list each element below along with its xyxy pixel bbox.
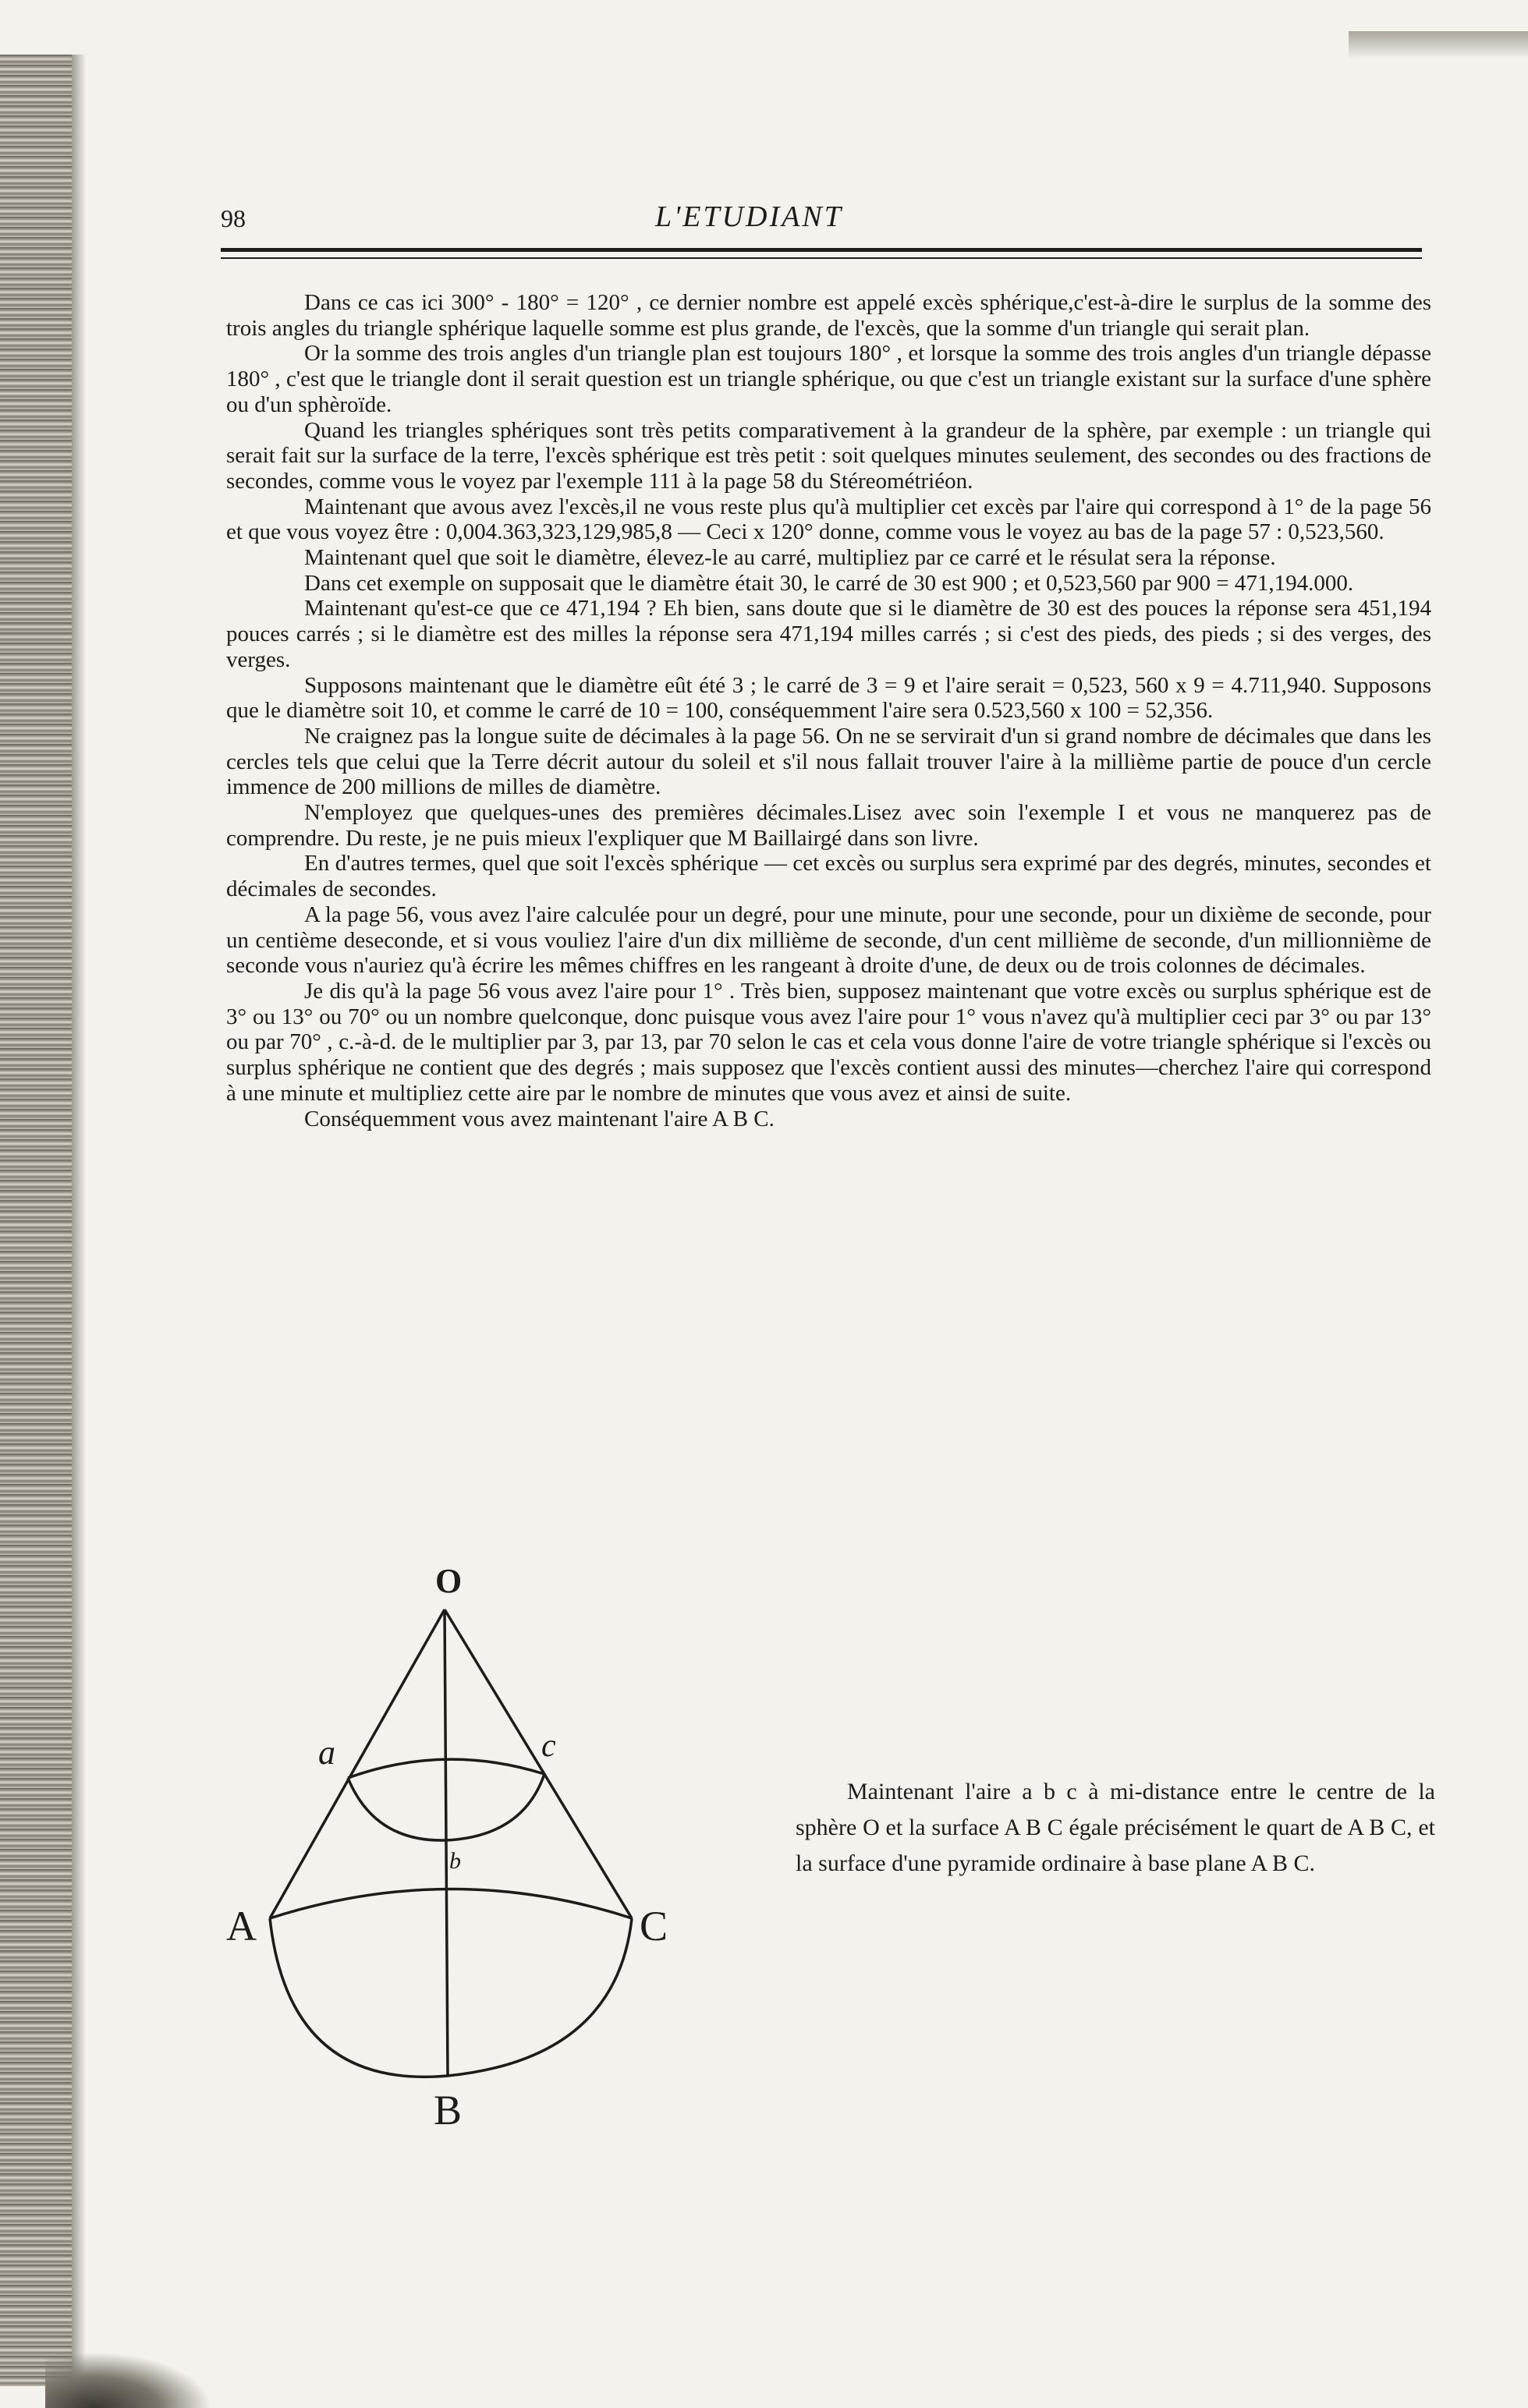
paragraph: Maintenant quel que soit le diamètre, élevez-le au carré, multipliez par ce carré et le résulat sera la réponse. — [304, 545, 1276, 571]
paragraph: Quand les triangles sphériques sont très petits comparativement à la grandeur de la sphère, par exemple : un triangle qui serait fait sur la surface de la terre, l'excès sphérique est très petit : soit quelques minutes seulement, des secondes ou des fractions de secondes, comme vous le voyez par l'exemple 111 à la page 58 du Stéreométriéon. — [226, 417, 1431, 494]
figure-label-A: A — [226, 1903, 257, 1949]
edge-O-C — [445, 1609, 632, 1918]
arc-A-B-C — [270, 1918, 632, 2077]
paragraph: Supposons maintenant que le diamètre eût été 3 ; le carré de 3 = 9 et l'aire serait = 0,523, 560 x 9 = 4.711,940. Supposons que le diamètre soit 10, et comme le carré de 10 = 100, conséquemment l'aire sera 0.523,560 x 100 = 52,356. — [226, 672, 1431, 724]
figure-caption — [796, 1774, 1435, 1882]
paragraph: Conséquemment vous avez maintenant l'aire A B C. — [304, 1106, 775, 1131]
paragraph: Je dis qu'à la page 56 vous avez l'aire pour 1° . Très bien, supposez maintenant que votre excès ou surplus sphérique est de 3° ou 13° ou 70° ou un nombre quelconque, donc puisque vous avez l'aire pour 1° vous n'avez qu'à multiplier ceci par 3° ou par 13° ou par 70° , c.-à-d. de le multiplier par 3, par 13, par 70 selon le cas et cela vous donne l'aire de votre triangle sphérique si l'excès ou surplus sphérique ne contient que des degrés ; mais supposez que l'excès contient aussi des minutes—cherchez l'aire qui correspond à une minute et multipliez cette aire par le nombre de minutes que vous avez et ainsi de suite. — [226, 978, 1431, 1106]
edge-O-A — [270, 1609, 445, 1918]
running-title: L'ETUDIANT — [655, 200, 843, 233]
paragraph: A la page 56, vous avez l'aire calculée pour un degré, pour une minute, pour une seconde, pour un dixième de seconde, pour un centième deseconde, et si vous vouliez l'aire d'un dix millième de seconde, d'un cent millième de seconde, d'un millionnième de seconde vous n'auriez qu'à écrire les mêmes chiffres en les rangeant à droite d'une, de deux ou de trois colonnes de décimales. — [226, 901, 1431, 979]
paragraph: N'employez que quelques-unes des premières décimales.Lisez avec soin l'exemple I et vous ne manquerez pas de comprendre. Du reste, je ne puis mieux l'expliquer que M Baillairgé dans son livre. — [226, 800, 1431, 851]
paragraph: Or la somme des trois angles d'un triangle plan est toujours 180° , et lorsque la somme des trois angles d'un triangle dépasse 180° , c'est que le triangle dont il serait question est un triangle sphérique, ou que c'est un triangle existant sur la surface d'une sphère ou d'un sphèroïde. — [226, 341, 1431, 417]
figure-label-c: c — [541, 1728, 556, 1764]
paragraph: Dans cet exemple on supposait que le diamètre était 30, le carré de 30 est 900 ; et 0,523,560 par 900 = 471,194.000. — [304, 570, 1354, 596]
edge-O-B — [445, 1609, 448, 2076]
body-text — [226, 290, 1431, 1131]
figure-label-C: C — [640, 1903, 668, 1949]
figure-drawing — [218, 1552, 718, 2129]
paragraph: Ne craignez pas la longue suite de décimales à la page 56. On ne se servirait d'un si grand nombre de décimales que dans les cercles tels que celui que la Terre décrit autour du soleil et s'il nous fallait trouver l'aire à la millième partie de pouce d'un cercle immence de 200 millions de milles de diamètre. — [226, 723, 1431, 800]
figure-label-B: B — [434, 2087, 463, 2129]
caption-text: Maintenant l'aire a b c à mi-distance entre le centre de la sphère O et la surface A B C égale précisément le quart de A B C, et la surface d'une pyramide ordinaire à base plane A B C. — [796, 1779, 1435, 1876]
paragraph: Maintenant qu'est-ce que ce 471,194 ? Eh bien, sans doute que si le diamètre de 30 est des pouces la réponse sera 451,194 pouces carrés ; si le diamètre est des milles la réponse sera 471,194 milles carrés ; si c'est des pieds, des pieds ; si des verges, des verges. — [226, 596, 1431, 672]
scan-binding-edge — [0, 55, 72, 2386]
figure-label-a: a — [318, 1733, 335, 1772]
figure-label-O: O — [435, 1562, 463, 1600]
paragraph: En d'autres termes, quel que soit l'excès sphérique — cet excès ou surplus sera exprimé par des degrés, minutes, secondes et décimales de secondes. — [226, 851, 1431, 902]
paragraph: Maintenant que avous avez l'excès,il ne vous reste plus qu'à multiplier cet excès par l'aire qui correspond à 1° de la page 56 et que vous voyez être : 0,004.363,323,129,985,8 — Ceci x 120° donne, comme vous le voyez au bas de la page 57 : 0,523,560. — [226, 494, 1431, 545]
scan-corner-smudge — [45, 2353, 209, 2408]
paragraph: Dans ce cas ici 300° - 180° = 120° , ce dernier nombre est appelé excès sphérique,c'est-à-dire le surplus de la somme des trois angles du triangle sphérique laquelle somme est plus grande, de l'excès, que la somme d'un triangle qui serait plan. — [226, 290, 1431, 341]
scan-binding-shadow — [72, 55, 86, 2386]
spherical-triangle-figure — [218, 1552, 718, 2129]
scan-top-shadow — [1349, 31, 1528, 59]
figure-label-b: b — [449, 1848, 461, 1874]
page-number: 98 — [221, 204, 246, 232]
header-rule — [221, 248, 1422, 252]
header-rule-thin — [221, 257, 1422, 259]
arc-A-C-upper — [270, 1889, 632, 1919]
